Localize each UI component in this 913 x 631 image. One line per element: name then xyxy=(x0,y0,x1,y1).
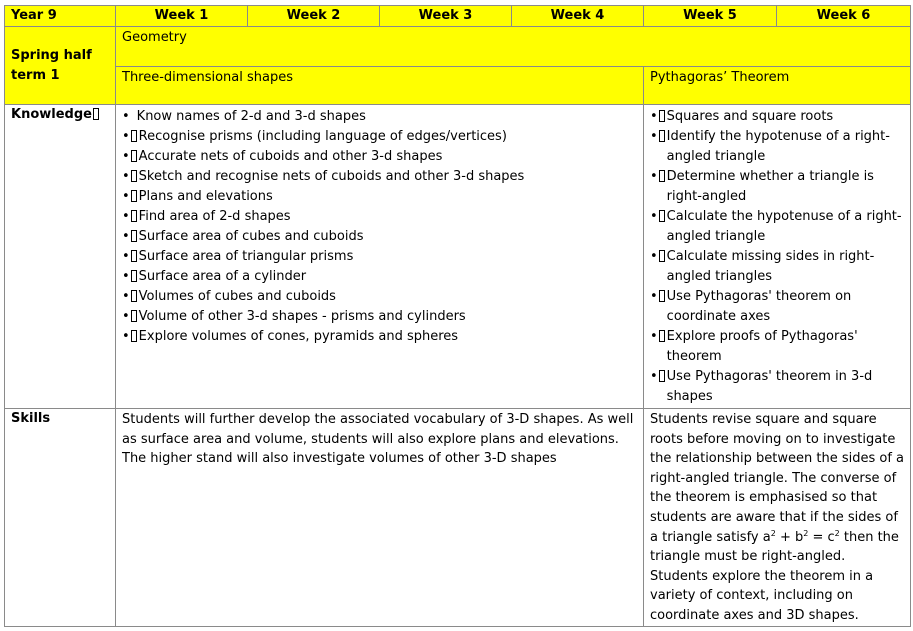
bullet-icon: • xyxy=(650,369,658,384)
bullet-icon: • xyxy=(122,329,130,344)
unit-row xyxy=(5,27,911,67)
scheme-of-work xyxy=(4,5,911,627)
list-item: • Volume of other 3-d shapes - prisms and cylinders xyxy=(122,309,466,324)
missing-glyph-icon xyxy=(131,290,137,302)
missing-glyph-icon xyxy=(659,210,665,222)
week-3-header: Week 3 xyxy=(380,6,512,27)
knowledge-three-d-shapes xyxy=(116,105,644,409)
list-item: • Find area of 2-d shapes xyxy=(122,209,291,224)
bullet-icon: • xyxy=(650,249,658,264)
topic-pythagoras-theorem: Pythagoras’ Theorem xyxy=(644,67,911,105)
list-item: • Surface area of cubes and cuboids xyxy=(122,229,364,244)
week-4-header: Week 4 xyxy=(512,6,644,27)
bullet-icon: • xyxy=(122,269,130,284)
missing-glyph-icon xyxy=(659,130,665,142)
week-2-header: Week 2 xyxy=(248,6,380,27)
list-item: • Accurate nets of cuboids and other 3-d shapes xyxy=(122,149,443,164)
list-item: • Identify the hypotenuse of a right-angled triangle xyxy=(650,129,890,164)
missing-glyph-icon xyxy=(131,330,137,342)
list-item: • Calculate the hypotenuse of a right-angled triangle xyxy=(650,209,902,244)
knowledge-label xyxy=(5,105,116,409)
bullet-icon: • xyxy=(122,189,130,204)
scheme-of-work-table xyxy=(4,5,911,627)
missing-glyph-icon xyxy=(131,190,137,202)
list-item: • Know names of 2-d and 3-d shapes xyxy=(122,107,637,127)
unit-title: Geometry xyxy=(116,27,911,67)
topic-three-dimensional-shapes: Three-dimensional shapes xyxy=(116,67,644,105)
list-item: • Squares and square roots xyxy=(650,109,834,124)
missing-glyph-icon xyxy=(659,250,665,262)
bullet-icon: • xyxy=(122,249,130,264)
missing-glyph-icon xyxy=(659,110,665,122)
bullet-icon: • xyxy=(650,329,658,344)
missing-glyph-icon xyxy=(131,150,137,162)
list-item: • Explore volumes of cones, pyramids and spheres xyxy=(122,329,459,344)
bullet-icon: • xyxy=(650,209,658,224)
missing-glyph-icon xyxy=(93,108,99,120)
bullet-icon: • xyxy=(122,149,130,164)
knowledge-label-text: Knowledge xyxy=(11,107,92,122)
missing-glyph-icon xyxy=(131,310,137,322)
skills-three-d-shapes: Students will further develop the associated vocabulary of 3-D shapes. As well as surface area and volume, students will also explore plans and elevations. The higher stand will also investigate volumes of other 3-D shapes xyxy=(116,409,644,627)
bullet-icon: • xyxy=(122,169,130,184)
list-item: • Volumes of cubes and cuboids xyxy=(122,289,336,304)
list-item: • Sketch and recognise nets of cuboids and other 3-d shapes xyxy=(122,169,525,184)
knowledge-row xyxy=(5,105,911,409)
bullet-icon: • xyxy=(122,229,130,244)
week-header-row xyxy=(5,6,911,27)
missing-glyph-icon xyxy=(131,170,137,182)
knowledge-pythagoras xyxy=(644,105,911,409)
bullet-icon: • xyxy=(122,209,130,224)
topic-row xyxy=(5,67,911,105)
list-item: • Use Pythagoras' theorem on coordinate axes xyxy=(650,289,852,324)
missing-glyph-icon xyxy=(131,250,137,262)
missing-glyph-icon xyxy=(131,210,137,222)
bullet-icon: • xyxy=(122,309,130,324)
list-item: • Recognise prisms (including language of edges/vertices) xyxy=(122,129,507,144)
week-5-header: Week 5 xyxy=(644,6,777,27)
missing-glyph-icon xyxy=(131,130,137,142)
missing-glyph-icon xyxy=(131,230,137,242)
bullet-icon: • xyxy=(122,289,130,304)
bullet-icon: • xyxy=(650,289,658,304)
skills-label: Skills xyxy=(5,409,116,627)
missing-glyph-icon xyxy=(131,270,137,282)
list-item: • Plans and elevations xyxy=(122,189,273,204)
missing-glyph-icon xyxy=(659,370,665,382)
list-item: • Determine whether a triangle is right-angled xyxy=(650,169,874,204)
bullet-icon: • xyxy=(122,109,130,124)
missing-glyph-icon xyxy=(659,290,665,302)
missing-glyph-icon xyxy=(659,330,665,342)
week-1-header: Week 1 xyxy=(116,6,248,27)
list-item: • Use Pythagoras' theorem in 3-d shapes xyxy=(650,369,873,404)
bullet-icon: • xyxy=(650,169,658,184)
skills-row xyxy=(5,409,911,627)
knowledge-list-pythagoras xyxy=(650,107,904,407)
bullet-icon: • xyxy=(650,109,658,124)
knowledge-list-shapes xyxy=(122,107,637,347)
skills-pythagoras: Students revise square and square roots before moving on to investigate the relationship between the sides of a right-angled triangle. The converse of the theorem is emphasised so that students are aware that if the sides of a triangle satisfy $a^2 + b^2 = c^2$ then the triangle must be right-angled. Students explore the theorem in a variety of context, including on coordinate axes and 3D shapes. xyxy=(644,409,911,627)
week-6-header: Week 6 xyxy=(777,6,911,27)
bullet-icon: • xyxy=(122,129,130,144)
list-item: • Explore proofs of Pythagoras' theorem xyxy=(650,329,858,364)
list-item: • Calculate missing sides in right-angled triangles xyxy=(650,249,875,284)
missing-glyph-icon xyxy=(659,170,665,182)
bullet-icon: • xyxy=(650,129,658,144)
year-label: Year 9 xyxy=(5,6,116,27)
term-label: Spring half term 1 xyxy=(5,27,116,105)
list-item: • Surface area of a cylinder xyxy=(122,269,307,284)
list-item: • Surface area of triangular prisms xyxy=(122,249,354,264)
